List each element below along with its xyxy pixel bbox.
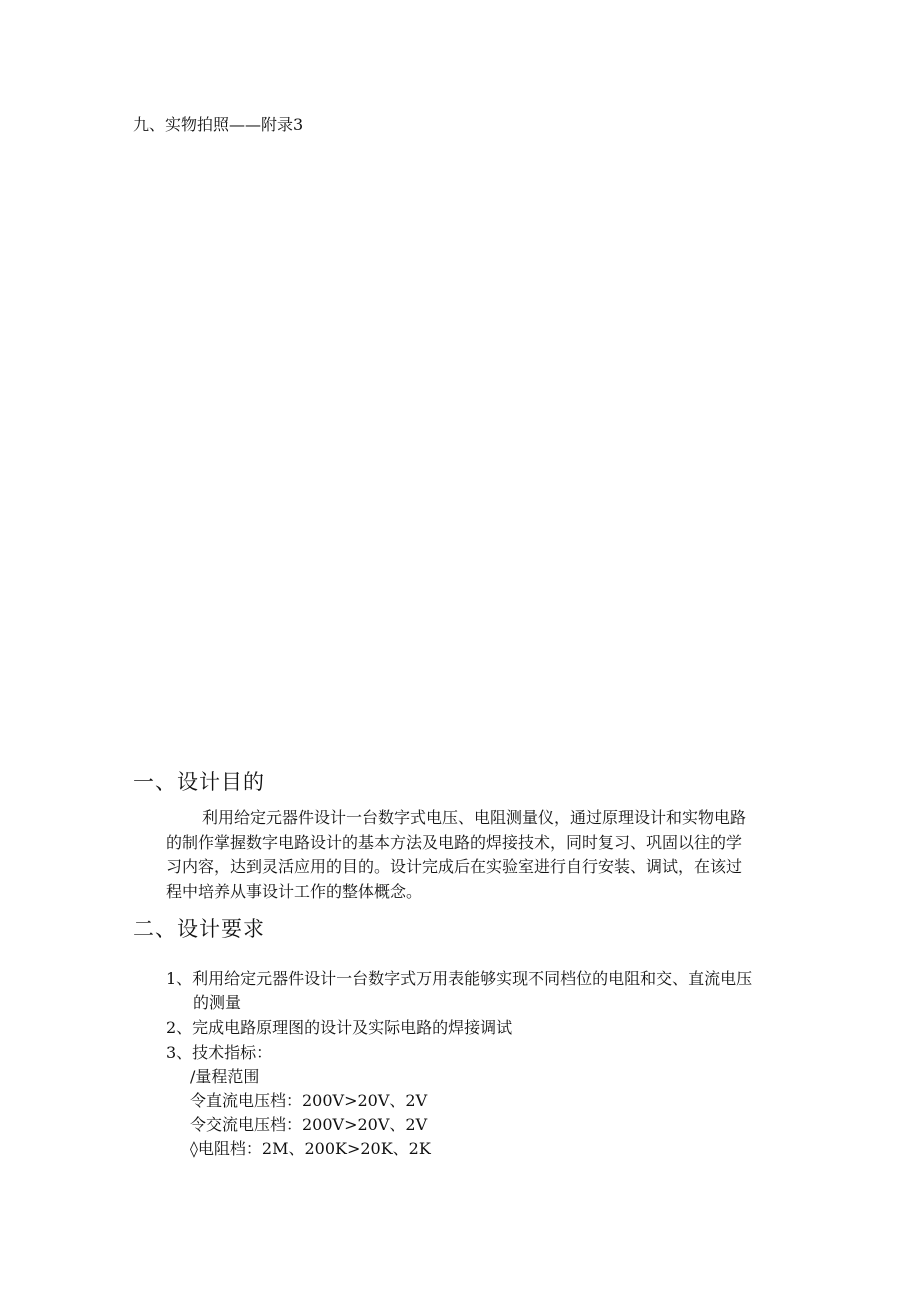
requirement-item-1: 1、利用给定元器件设计一台数字式万用表能够实现不同档位的电阻和交、直流电压 — [166, 969, 753, 988]
paragraph-line: 利用给定元器件设计一台数字式电压、电阻测量仪，通过原理设计和实物电路 — [202, 808, 747, 827]
paragraph-line: 习内容，达到灵活应用的目的。设计完成后在实验室进行自行安装、调试，在该过 — [166, 857, 743, 876]
appendix-heading: 九、实物拍照——附录3 — [133, 115, 304, 134]
design-purpose-paragraph — [166, 806, 786, 904]
paragraph-line: 的制作掌握数字电路设计的基本方法及电路的焊接技术，同时复习、巩固以往的学 — [166, 832, 743, 852]
requirement-item-1-continuation: 的测量 — [193, 993, 242, 1012]
spec-resistance: ◊电阻档：2M、200K>20K、2K — [190, 1139, 431, 1158]
section-heading-design-requirements: 二、设计要求 — [133, 917, 265, 941]
requirement-item-3: 3、技术指标： — [166, 1043, 273, 1062]
requirement-item-2: 2、完成电路原理图的设计及实际电路的焊接调试 — [166, 1018, 513, 1037]
spec-range-label: /量程范围 — [190, 1067, 260, 1086]
paragraph-line: 程中培养从事设计工作的整体概念。 — [166, 881, 423, 901]
spec-ac-voltage: 令交流电压档：200V>20V、2V — [190, 1115, 428, 1134]
section-heading-design-purpose: 一、设计目的 — [133, 770, 265, 794]
spec-dc-voltage: 令直流电压档：200V>20V、2V — [190, 1091, 428, 1110]
